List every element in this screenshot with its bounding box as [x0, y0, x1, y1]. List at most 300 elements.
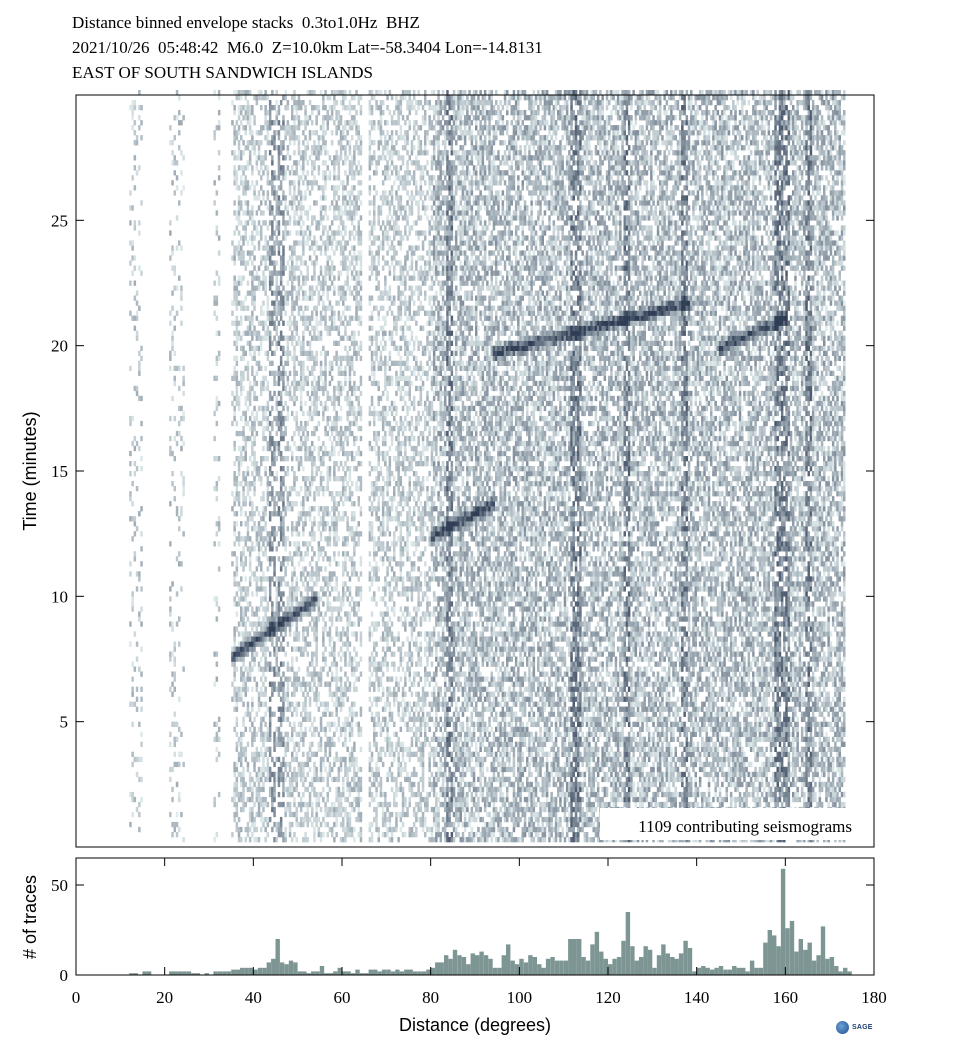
heatmap-cell: [238, 240, 241, 245]
heatmap-cell: [238, 581, 241, 586]
heatmap-cell: [245, 802, 248, 807]
heatmap-cell: [260, 140, 263, 145]
heatmap-cell: [242, 346, 245, 351]
heatmap-cell: [233, 541, 236, 546]
heatmap-cell: [249, 426, 252, 431]
heatmap-cell: [242, 767, 245, 772]
heatmap-cell: [169, 351, 172, 356]
heatmap-cell: [136, 386, 139, 391]
heatmap-cell: [251, 250, 254, 255]
heatmap-cell: [134, 631, 137, 636]
heatmap-cell: [269, 441, 272, 446]
heatmap-cell: [242, 491, 245, 496]
heatmap-cell: [245, 175, 248, 180]
heatmap-cell: [264, 406, 267, 411]
heatmap-cell: [240, 586, 243, 591]
heatmap-cell: [253, 150, 256, 155]
heatmap-cell: [238, 155, 241, 160]
heatmap-cell: [134, 220, 137, 225]
heatmap-cell: [262, 576, 265, 581]
heatmap-cell: [271, 576, 274, 581]
heatmap-cell: [216, 496, 219, 501]
heatmap-cell: [271, 491, 274, 496]
heatmap-cell: [245, 296, 248, 301]
heatmap-cell: [258, 286, 261, 291]
heatmap-cell: [256, 381, 259, 386]
heatmap-cell: [271, 486, 274, 491]
heatmap-cell: [134, 281, 137, 286]
heatmap-cell: [140, 200, 143, 205]
heatmap-cell: [231, 301, 234, 306]
heatmap-cell: [231, 647, 234, 652]
heatmap-cell: [216, 396, 219, 401]
heatmap-cell: [169, 611, 172, 616]
heatmap-cell: [267, 386, 270, 391]
heatmap-cell: [236, 652, 239, 657]
heatmap-cell: [176, 762, 179, 767]
heatmap-cell: [134, 155, 137, 160]
heatmap-cell: [253, 286, 256, 291]
heatmap-cell: [171, 341, 174, 346]
heatmap-cell: [251, 311, 254, 316]
heatmap-cell: [260, 717, 263, 722]
heatmap-cell: [276, 626, 279, 631]
heatmap-cell: [269, 596, 272, 601]
heatmap-cell: [240, 752, 243, 757]
heatmap-cell: [267, 636, 270, 641]
heatmap-cell: [236, 511, 239, 516]
heatmap-cell: [176, 782, 179, 787]
heatmap-cell: [236, 601, 239, 606]
heatmap-cell: [258, 767, 261, 772]
heatmap-cell: [247, 200, 250, 205]
heatmap-cell: [233, 526, 236, 531]
heatmap-cell: [271, 210, 274, 215]
heatmap-cell: [231, 561, 234, 566]
heatmap-cell: [247, 787, 250, 792]
heatmap-cell: [180, 291, 183, 296]
heatmap-cell: [238, 837, 241, 842]
heatmap-cell: [249, 556, 252, 561]
heatmap-cell: [276, 777, 279, 782]
heatmap-cell: [242, 180, 245, 185]
heatmap-cell: [264, 576, 267, 581]
heatmap-cell: [180, 190, 183, 195]
heatmap-cell: [129, 471, 132, 476]
heatmap-cell: [242, 546, 245, 551]
heatmap-cell: [264, 692, 267, 697]
heatmap-cell: [260, 631, 263, 636]
heatmap-cell: [233, 296, 236, 301]
heatmap-cell: [233, 772, 236, 777]
heatmap-cell: [218, 175, 221, 180]
heatmap-cell: [249, 436, 252, 441]
heatmap-cell: [182, 411, 185, 416]
heatmap-cell: [258, 130, 261, 135]
heatmap-cell: [260, 586, 263, 591]
heatmap-cell: [136, 807, 139, 812]
heatmap-cell: [238, 125, 241, 130]
heatmap-cell: [240, 677, 243, 682]
heatmap-cell: [247, 260, 250, 265]
heatmap-cell: [247, 672, 250, 677]
heatmap-cell: [262, 737, 265, 742]
heatmap-cell: [262, 431, 265, 436]
heatmap-cell: [276, 501, 279, 506]
heatmap-cell: [249, 576, 252, 581]
heatmap-cell: [251, 481, 254, 486]
heatmap-cell: [271, 682, 274, 687]
heatmap-cell: [236, 210, 239, 215]
heatmap-cell: [271, 611, 274, 616]
heatmap-cell: [253, 657, 256, 662]
heatmap-cell: [169, 621, 172, 626]
heatmap-cell: [267, 481, 270, 486]
heatmap-cell: [269, 140, 272, 145]
heatmap-cell: [276, 220, 279, 225]
heatmap-cell: [236, 291, 239, 296]
heatmap-cell: [238, 195, 241, 200]
heatmap-cell: [267, 255, 270, 260]
heatmap-cell: [178, 276, 181, 281]
heatmap-cell: [238, 742, 241, 747]
heatmap-cell: [271, 807, 274, 812]
heatmap-cell: [216, 190, 219, 195]
heatmap-cell: [269, 561, 272, 566]
heatmap-cell: [264, 386, 267, 391]
heatmap-cell: [260, 667, 263, 672]
heatmap-cell: [218, 717, 221, 722]
heatmap-cell: [251, 371, 254, 376]
heatmap-cell: [169, 436, 172, 441]
heatmap-cell: [240, 772, 243, 777]
heatmap-cell: [260, 306, 263, 311]
heatmap-cell: [260, 165, 263, 170]
heatmap-cell: [249, 601, 252, 606]
heatmap-cell: [267, 621, 270, 626]
heatmap-cell: [140, 797, 143, 802]
heatmap-cell: [269, 105, 272, 110]
heatmap-cell: [273, 145, 276, 150]
heatmap-cell: [269, 747, 272, 752]
heatmap-cell: [213, 737, 216, 742]
heatmap-cell: [260, 516, 263, 521]
heatmap-cell: [242, 551, 245, 556]
heatmap-cell: [245, 145, 248, 150]
heatmap-cell: [182, 476, 185, 481]
heatmap-cell: [260, 496, 263, 501]
heatmap-cell: [269, 591, 272, 596]
heatmap-cell: [258, 752, 261, 757]
heatmap-cell: [253, 195, 256, 200]
heatmap-cell: [264, 95, 267, 100]
heatmap-cell: [264, 657, 267, 662]
heatmap-cell: [264, 466, 267, 471]
heatmap-cell: [233, 581, 236, 586]
heatmap-cell: [264, 631, 267, 636]
heatmap-cell: [251, 235, 254, 240]
heatmap-cell: [171, 306, 174, 311]
heatmap-cell: [240, 631, 243, 636]
heatmap-cell: [273, 652, 276, 657]
heatmap-cell: [247, 145, 250, 150]
heatmap-cell: [171, 346, 174, 351]
heatmap-cell: [258, 556, 261, 561]
heatmap-cell: [178, 762, 181, 767]
heatmap-cell: [238, 757, 241, 762]
heatmap-cell: [264, 260, 267, 265]
heatmap-cell: [267, 421, 270, 426]
heatmap-cell: [258, 616, 261, 621]
heatmap-cell: [171, 471, 174, 476]
heatmap-cell: [178, 95, 181, 100]
heatmap-cell: [264, 777, 267, 782]
heatmap-cell: [256, 787, 259, 792]
heatmap-cell: [236, 767, 239, 772]
heatmap-cell: [249, 837, 252, 842]
heatmap-cell: [273, 451, 276, 456]
heatmap-cell: [260, 476, 263, 481]
heatmap-cell: [267, 326, 270, 331]
heatmap-cell: [267, 616, 270, 621]
heatmap-cell: [245, 401, 248, 406]
heatmap-cell: [276, 647, 279, 652]
heatmap-cell: [264, 551, 267, 556]
heatmap-cell: [262, 586, 265, 591]
heatmap-cell: [249, 130, 252, 135]
heatmap-cell: [249, 501, 252, 506]
heatmap-cell: [240, 782, 243, 787]
heatmap-cell: [273, 291, 276, 296]
heatmap-cell: [240, 837, 243, 842]
heatmap-cell: [271, 135, 274, 140]
heatmap-cell: [240, 692, 243, 697]
heatmap-cell: [182, 481, 185, 486]
heatmap-cell: [260, 737, 263, 742]
heatmap-cell: [271, 250, 274, 255]
heatmap-cell: [249, 321, 252, 326]
heatmap-cell: [176, 160, 179, 165]
heatmap-cell: [276, 621, 279, 626]
heatmap-cell: [269, 792, 272, 797]
heatmap-cell: [273, 461, 276, 466]
heatmap-cell: [231, 506, 234, 511]
heatmap-cell: [273, 476, 276, 481]
heatmap-cell: [245, 712, 248, 717]
heatmap-cell: [236, 626, 239, 631]
heatmap-cell: [182, 837, 185, 842]
heatmap-cell: [242, 170, 245, 175]
heatmap-cell: [249, 105, 252, 110]
heatmap-cell: [140, 356, 143, 361]
heatmap-cell: [269, 531, 272, 536]
heatmap-cell: [273, 732, 276, 737]
heatmap-cell: [269, 260, 272, 265]
heatmap-cell: [276, 326, 279, 331]
heatmap-cell: [213, 281, 216, 286]
heatmap-cell: [271, 271, 274, 276]
heatmap-cell: [271, 526, 274, 531]
heatmap-cell: [247, 110, 250, 115]
heatmap-cell: [253, 576, 256, 581]
heatmap-cell: [276, 672, 279, 677]
heatmap-cell: [233, 110, 236, 115]
heatmap-cell: [240, 737, 243, 742]
heatmap-cell: [269, 205, 272, 210]
heatmap-cell: [240, 381, 243, 386]
heatmap-cell: [267, 306, 270, 311]
heatmap-cell: [260, 225, 263, 230]
heatmap-cell: [251, 812, 254, 817]
heatmap-cell: [256, 336, 259, 341]
heatmap-cell: [267, 802, 270, 807]
heatmap-cell: [245, 556, 248, 561]
heatmap-cell: [269, 431, 272, 436]
heatmap-cell: [251, 426, 254, 431]
heatmap-cell: [256, 160, 259, 165]
heatmap-cell: [174, 155, 177, 160]
heatmap-cell: [231, 391, 234, 396]
heatmap-cell: [249, 827, 252, 832]
heatmap-cell: [271, 511, 274, 516]
heatmap-cell: [271, 621, 274, 626]
heatmap-cell: [178, 797, 181, 802]
heatmap-cell: [247, 616, 250, 621]
heatmap-cell: [262, 757, 265, 762]
heatmap-cell: [264, 276, 267, 281]
heatmap-cell: [171, 672, 174, 677]
heatmap-cell: [245, 747, 248, 752]
heatmap-cell: [240, 481, 243, 486]
heatmap-cell: [273, 526, 276, 531]
heatmap-cell: [264, 245, 267, 250]
heatmap-cell: [247, 391, 250, 396]
heatmap-cell: [262, 551, 265, 556]
heatmap-cell: [242, 301, 245, 306]
heatmap-cell: [218, 150, 221, 155]
heatmap-cell: [273, 441, 276, 446]
heatmap-cell: [136, 707, 139, 712]
heatmap-cell: [242, 240, 245, 245]
heatmap-cell: [269, 541, 272, 546]
heatmap-cell: [236, 225, 239, 230]
heatmap-cell: [169, 125, 172, 130]
heatmap-cell: [256, 466, 259, 471]
heatmap-cell: [182, 115, 185, 120]
heatmap-cell: [218, 110, 221, 115]
heatmap-cell: [247, 601, 250, 606]
heatmap-cell: [264, 471, 267, 476]
heatmap-cell: [233, 657, 236, 662]
heatmap-cell: [276, 396, 279, 401]
heatmap-cell: [245, 631, 248, 636]
heatmap-cell: [247, 220, 250, 225]
heatmap-cell: [242, 260, 245, 265]
heatmap-cell: [242, 115, 245, 120]
heatmap-cell: [176, 722, 179, 727]
heatmap-cell: [136, 140, 139, 145]
heatmap-cell: [264, 165, 267, 170]
heatmap-cell: [134, 165, 137, 170]
heatmap-cell: [178, 526, 181, 531]
heatmap-cell: [236, 180, 239, 185]
heatmap-cell: [213, 802, 216, 807]
heatmap-cell: [256, 566, 259, 571]
heatmap-cell: [260, 797, 263, 802]
heatmap-cell: [249, 155, 252, 160]
heatmap-cell: [236, 401, 239, 406]
heatmap-cell: [269, 616, 272, 621]
heatmap-cell: [138, 722, 141, 727]
heatmap-cell: [262, 155, 265, 160]
heatmap-cell: [240, 797, 243, 802]
heatmap-cell: [233, 521, 236, 526]
heatmap-cell: [242, 802, 245, 807]
heatmap-cell: [269, 772, 272, 777]
heatmap-cell: [171, 291, 174, 296]
heatmap-cell: [256, 631, 259, 636]
heatmap-cell: [273, 571, 276, 576]
heatmap-cell: [260, 346, 263, 351]
heatmap-cell: [233, 135, 236, 140]
heatmap-cell: [240, 205, 243, 210]
heatmap-cell: [171, 832, 174, 837]
heatmap-cell: [269, 581, 272, 586]
heatmap-cell: [218, 526, 221, 531]
heatmap-cell: [233, 255, 236, 260]
heatmap-cell: [140, 687, 143, 692]
heatmap-cell: [171, 682, 174, 687]
heatmap-cell: [269, 586, 272, 591]
heatmap-cell: [258, 546, 261, 551]
heatmap-cell: [238, 737, 241, 742]
heatmap-cell: [253, 266, 256, 271]
heatmap-cell: [258, 837, 261, 842]
heatmap-cell: [247, 406, 250, 411]
heatmap-cell: [264, 662, 267, 667]
heatmap-cell: [236, 346, 239, 351]
heatmap-cell: [276, 210, 279, 215]
heatmap-cell: [174, 822, 177, 827]
heatmap-cell: [276, 737, 279, 742]
heatmap-cell: [251, 296, 254, 301]
heatmap-cell: [249, 271, 252, 276]
heatmap-cell: [276, 225, 279, 230]
heatmap-cell: [249, 481, 252, 486]
heatmap-cell: [236, 787, 239, 792]
title-line-3: EAST OF SOUTH SANDWICH ISLANDS: [72, 60, 543, 85]
heatmap-cell: [256, 140, 259, 145]
heatmap-cell: [273, 747, 276, 752]
heatmap-cell: [260, 210, 263, 215]
heatmap-cell: [213, 135, 216, 140]
heatmap-cell: [231, 657, 234, 662]
heatmap-cell: [262, 787, 265, 792]
heatmap-cell: [169, 742, 172, 747]
heatmap-cell: [264, 286, 267, 291]
heatmap-cell: [180, 416, 183, 421]
heatmap-cell: [238, 817, 241, 822]
heatmap-cell: [245, 451, 248, 456]
heatmap-cell: [134, 100, 137, 105]
heatmap-cell: [171, 245, 174, 250]
heatmap-cell: [276, 195, 279, 200]
heatmap-cell: [258, 205, 261, 210]
heatmap-cell: [269, 777, 272, 782]
heatmap-cell: [269, 210, 272, 215]
heatmap-cell: [247, 316, 250, 321]
heatmap-cell: [140, 506, 143, 511]
